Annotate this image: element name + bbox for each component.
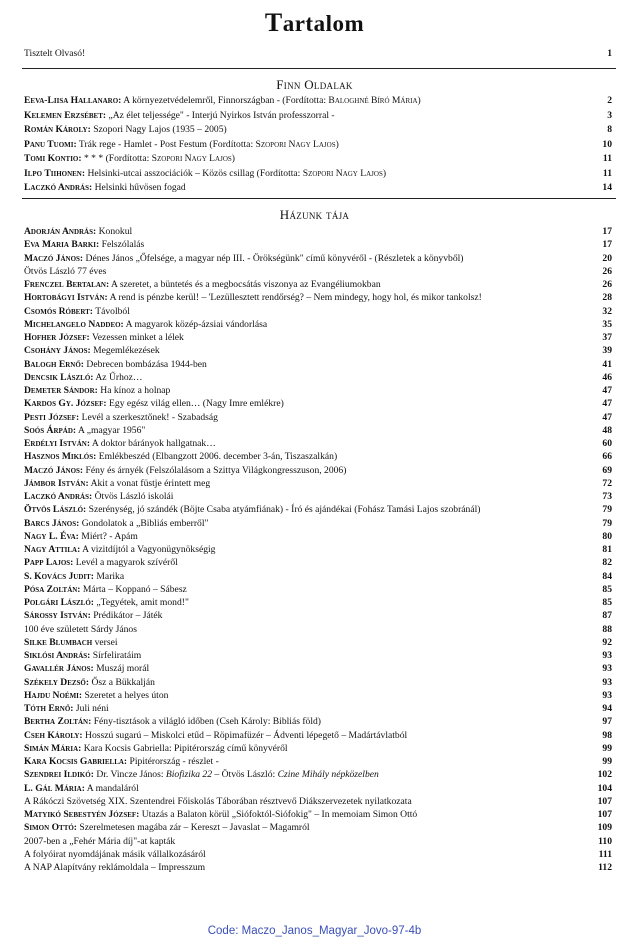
- toc-entry-text: [24, 583, 580, 596]
- toc-entry-text: [24, 861, 580, 874]
- toc-author: Papp Lajos:: [24, 557, 74, 569]
- toc-title: Sírfeliratáim: [92, 650, 142, 661]
- toc-entry-text: [24, 265, 580, 278]
- toc-translator: Szopori Nagy Lajos: [302, 167, 383, 179]
- toc-author: Székely Dezső:: [24, 676, 90, 688]
- toc-entry: [24, 768, 612, 781]
- toc-entry-text: [24, 437, 580, 450]
- toc-page-number: 93: [602, 689, 612, 701]
- toc-author: Panu Tuomi:: [24, 138, 77, 150]
- toc-title: Szopori Nagy Lajos (1935 – 2005): [93, 124, 227, 135]
- toc-page-number: 2: [607, 95, 612, 106]
- toc-page-number: 93: [602, 663, 612, 675]
- toc-entry: [24, 94, 612, 107]
- toc-entry: [24, 530, 612, 543]
- toc-entry: [24, 477, 612, 490]
- toc-entry: [24, 662, 612, 675]
- toc-title: Dénes János „Őfelsége, a magyar nép III. - Örökségünk" című könyvéről - (Részletek a könyvből): [85, 252, 464, 264]
- toc-author: Balogh Ernő:: [24, 358, 85, 370]
- toc-page-number: 79: [602, 504, 612, 516]
- toc-author: Adorján András:: [24, 226, 97, 237]
- toc-title: Prédikátor – Játék: [93, 610, 163, 622]
- toc-title-tail: ): [335, 138, 339, 150]
- toc-title: Utazás a Balaton körül „Siófoktól-Siófokig" – In memoiam Simon Ottó: [141, 809, 418, 820]
- toc-author: Barcs János:: [24, 517, 80, 529]
- toc-page-number: 109: [597, 822, 612, 834]
- toc-title: Felszólalás: [101, 239, 145, 251]
- toc-entry: [24, 729, 612, 742]
- divider-finn: [22, 68, 616, 69]
- toc-entry: [24, 437, 612, 450]
- toc-title: Trák rege - Hamlet - Post Festum (Fordította:: [78, 138, 256, 150]
- toc-title-tail: ): [231, 153, 235, 164]
- toc-page-number: 111: [598, 848, 612, 860]
- toc-entry-text: [24, 464, 580, 477]
- toc-title: „Az élet teljessége" - Interjú Nyirkos István professzorral -: [108, 109, 335, 121]
- toc-title: Ha kínoz a holnap: [100, 385, 171, 396]
- toc-entry-text: [24, 123, 580, 136]
- toc-author: Kelemen Erzsébet:: [24, 109, 107, 121]
- divider-hazunk: [22, 198, 616, 199]
- toc-entry: [24, 543, 612, 556]
- toc-entry-text: [24, 278, 580, 291]
- toc-entry-text: [24, 596, 580, 609]
- toc-entry: [24, 424, 612, 437]
- toc-page-number: 97: [602, 716, 612, 728]
- toc-entry: [24, 609, 612, 622]
- toc-entry: [24, 570, 612, 583]
- toc-entry: [24, 278, 612, 291]
- toc-title: A folyóirat nyomdájának másik vállalkozásáról: [24, 848, 206, 860]
- toc-page-number: 92: [602, 636, 612, 648]
- toc-entry-text: [24, 662, 580, 675]
- toc-title: Dr. Vincze János:: [96, 769, 166, 781]
- toc-author: Hajdu Noémi:: [24, 689, 83, 701]
- toc-entry: [24, 503, 612, 516]
- toc-page-number: 79: [602, 517, 612, 529]
- toc-title: Akit a vonat füstje érintett meg: [90, 477, 211, 489]
- toc-entry: [24, 384, 612, 397]
- toc-entry-text: [24, 649, 580, 662]
- toc-entry-text: [24, 689, 580, 702]
- toc-entry-text: [24, 411, 580, 424]
- toc-entry: [24, 556, 612, 569]
- toc-page-number: 102: [597, 769, 612, 781]
- toc-page-number: 81: [602, 544, 612, 555]
- toc-entry-text: [24, 742, 580, 755]
- toc-entry-text: [24, 397, 580, 410]
- toc-page-number: 41: [602, 358, 612, 370]
- toc-entry-text: [24, 715, 580, 728]
- toc-title-tail: ): [382, 167, 387, 179]
- toc-entry: [24, 152, 612, 165]
- toc-entry-text: [24, 729, 580, 742]
- toc-title: Gondolatok a „Bibliás emberről": [81, 517, 209, 529]
- toc-page-number: 26: [602, 265, 612, 277]
- toc-entry-text: [24, 530, 580, 543]
- toc-page-number: 48: [602, 424, 612, 436]
- toc-page-number: 39: [602, 345, 612, 357]
- toc-page-number: 104: [597, 782, 612, 794]
- toc-title: Szerénység, jó szándék (Böjte Csaba atyámfiának) - Író és ajándékai (Fohász Tamási Lajos szobránál): [88, 504, 481, 516]
- toc-page-number: 69: [602, 464, 612, 476]
- toc-author: Siklósi András:: [24, 650, 91, 661]
- toc-author: Jámbor István:: [24, 477, 89, 489]
- toc-entry-text: [24, 152, 580, 165]
- toc-author: Tóth Ernő:: [24, 703, 74, 714]
- toc-entry: [24, 596, 612, 609]
- toc-author: Bertha Zoltán:: [24, 716, 92, 728]
- toc-author: L. Gál Mária:: [24, 782, 85, 794]
- section-heading-finn: Finn Oldalak: [276, 77, 353, 92]
- toc-author: Dencsik László:: [24, 371, 94, 383]
- toc-author: Hasznos Miklós:: [24, 451, 97, 463]
- toc-entry: [24, 517, 612, 530]
- toc-author: Maczó János:: [24, 464, 84, 476]
- toc-entry: [24, 623, 612, 636]
- toc-author: Ötvös László:: [24, 504, 87, 516]
- toc-entry-text: [24, 318, 580, 331]
- toc-title: versei: [94, 636, 118, 648]
- toc-page-number: 14: [602, 182, 612, 193]
- toc-page-number: 72: [602, 477, 612, 489]
- toc-title-mid: – Ötvös László:: [212, 769, 278, 781]
- toc-author: Pósa Zoltán:: [24, 583, 81, 595]
- toc-entry: [24, 808, 612, 821]
- toc-entry: [24, 702, 612, 715]
- toc-author: Demeter Sándor:: [24, 385, 98, 396]
- toc-entry-text: [24, 543, 580, 556]
- toc-entry: [24, 450, 612, 463]
- toc-title: Levél a szerkesztőnek! - Szabadság: [81, 411, 218, 423]
- toc-page-number: 47: [602, 411, 612, 423]
- toc-page-number: 98: [602, 729, 612, 741]
- toc-entry-text: [24, 450, 580, 463]
- toc-page-number: 93: [602, 650, 612, 661]
- toc-page-number: 11: [602, 153, 612, 164]
- toc-page-number: 93: [602, 676, 612, 688]
- toc-entry-text: [24, 252, 580, 265]
- toc-title: A rend is pénzbe kerül! – 'Lezüllesztett rendőrség? – Nem mindegy, hogy hol, és mikor tankolsz!: [109, 292, 482, 304]
- toc-entry: [24, 265, 612, 278]
- toc-title: Az Űrhoz…: [95, 371, 143, 383]
- toc-entry-text: [24, 109, 580, 122]
- toc-title: Ötvös László 77 éves: [24, 265, 107, 277]
- toc-title: Fény-tisztások a világló időben (Cseh Károly: Bibliás föld): [93, 716, 321, 728]
- toc-title: Egy egész világ ellen… (Nagy Imre emlékre): [109, 398, 284, 410]
- toc-entry: [24, 123, 612, 136]
- toc-page-number: 8: [607, 124, 612, 135]
- toc-title: A mandaláról: [86, 782, 139, 794]
- section-heading-hazunk: Házunk tája: [279, 207, 350, 222]
- toc-entry-text: [24, 517, 580, 530]
- toc-translator: Szopori Nagy Lajos: [255, 138, 336, 150]
- toc-entry-text: [24, 848, 580, 861]
- toc-entry-text: [24, 835, 580, 848]
- toc-title: A vizitdíjtól a Vagyonügynökségig: [82, 544, 216, 555]
- toc-page-number: 94: [602, 703, 612, 714]
- toc-entry-text: [24, 238, 580, 251]
- toc-author: Matyikó Sebestyén József:: [24, 809, 140, 820]
- toc-author: Kardos Gy. József:: [24, 398, 107, 410]
- toc-entry: [24, 291, 612, 304]
- toc-page-number: 84: [602, 570, 612, 582]
- intro-page: 1: [607, 48, 612, 59]
- toc-title: A Rákóczi Szövetség XIX. Szentendrei Főiskolás Táborában résztvevő Diákszervezetek nyilatkozata: [24, 795, 412, 807]
- toc-page-number: 66: [602, 451, 612, 463]
- toc-author: Frenczel Bertalan:: [24, 279, 110, 290]
- toc-translator: Baloghné Bíró Mária: [328, 95, 418, 106]
- toc-page-number: 11: [602, 167, 612, 179]
- toc-book-title: Biofizika 22: [165, 769, 213, 781]
- toc-entry: [24, 821, 612, 834]
- toc-author: Polgári László:: [24, 597, 94, 608]
- toc-entry: [24, 636, 612, 649]
- toc-title: Miért? - Apám: [81, 530, 138, 542]
- toc-title: Távolból: [95, 305, 130, 317]
- toc-author: Laczkó András:: [24, 491, 93, 502]
- toc-author: Laczkó András:: [24, 182, 93, 193]
- toc-entry-text: [24, 291, 580, 304]
- toc-page-number: 82: [602, 557, 612, 569]
- toc-page-number: 88: [602, 623, 612, 635]
- toc-title: Marika: [96, 570, 125, 582]
- toc-page-number: 110: [598, 835, 612, 847]
- toc-entry: [24, 411, 612, 424]
- toc-entry: [24, 397, 612, 410]
- toc-author: Gavallér János:: [24, 663, 94, 675]
- toc-entry: [24, 755, 612, 768]
- toc-author: Csohány János:: [24, 345, 91, 357]
- toc-entry: [24, 583, 612, 596]
- toc-title: Emlékbeszéd (Elbangzott 2006. december 3-án, Tiszaszalkán): [98, 451, 338, 463]
- toc-author: Tomi Kontio:: [24, 153, 82, 164]
- toc-author: Csomós Róbert:: [24, 305, 93, 317]
- toc-page-number: 20: [602, 252, 612, 264]
- toc-author: Nagy L. Éva:: [24, 530, 79, 542]
- toc-author: Simon Ottó:: [24, 822, 78, 834]
- toc-title: Pipitérország - részlet -: [129, 756, 219, 767]
- toc-title: Hosszú sugarú – Miskolci etűd – Röpimafüzér – Ádventi lépegető – Madártávlatból: [85, 729, 408, 741]
- toc-entry-text: [24, 795, 580, 808]
- toc-author: Hortobágyi István:: [24, 292, 108, 304]
- toc-author: Nagy Attila:: [24, 544, 81, 555]
- toc-entry: [24, 689, 612, 702]
- toc-title: * * * (Fordította:: [83, 153, 152, 164]
- code-label: Code: Maczo_Janos_Magyar_Jovo-97-4b: [207, 925, 422, 937]
- toc-author: Kara Kocsis Gabriella:: [24, 756, 128, 767]
- toc-page-number: 17: [602, 226, 612, 237]
- toc-entry-text: [24, 623, 580, 636]
- toc-entry: [24, 109, 612, 122]
- toc-entry: [24, 305, 612, 318]
- toc-page-number: 87: [602, 610, 612, 622]
- toc-entry-text: [24, 503, 580, 516]
- toc-title: Juli néni: [75, 703, 109, 714]
- toc-page-number: 85: [602, 597, 612, 608]
- toc-page-number: 73: [602, 491, 612, 502]
- toc-title: „Tegyétek, amit mond!": [96, 597, 189, 608]
- toc-title: Megemlékezések: [93, 345, 160, 357]
- toc-entry: [24, 649, 612, 662]
- toc-page-number: 99: [602, 742, 612, 754]
- toc-entry-text: [24, 424, 580, 437]
- toc-page-number: 47: [602, 385, 612, 396]
- intro-title: Tisztelt Olvasó!: [24, 48, 86, 59]
- toc-entry-text: [24, 676, 580, 689]
- toc-entry: [24, 715, 612, 728]
- toc-entry: [24, 676, 612, 689]
- toc-title: Vezessen minket a lélek: [91, 332, 184, 343]
- toc-author: Cseh Károly:: [24, 729, 83, 741]
- toc-title: A „magyar 1956": [77, 424, 146, 436]
- toc-entry: [24, 318, 612, 331]
- toc-entry-text: [24, 167, 580, 180]
- toc-author: Román Károly:: [24, 124, 91, 135]
- toc-title: A környezetvédelemről, Finnországban - (Fordította:: [123, 95, 329, 106]
- intro-row: [24, 47, 612, 60]
- toc-author: Erdélyi István:: [24, 438, 91, 449]
- toc-entry: [24, 238, 612, 251]
- toc-entry: [24, 848, 612, 861]
- toc-author: Simán Mária:: [24, 742, 82, 754]
- toc-entry-text: [24, 344, 580, 357]
- toc-title: Konokul: [98, 226, 133, 237]
- toc-title: Helsinki hűvösen fogad: [94, 182, 186, 193]
- toc-title: 2007-ben a „Fehér Mária díj"-at kapták: [24, 835, 176, 847]
- toc-title: Helsinki-utcai asszociációk – Közös csillag (Fordította:: [87, 167, 303, 179]
- toc-entry: [24, 138, 612, 151]
- toc-title: Ötvös László iskolái: [94, 491, 174, 502]
- toc-entry: [24, 371, 612, 384]
- toc-entry-text: [24, 490, 580, 503]
- toc-page-number: 3: [607, 109, 612, 121]
- toc-entry: [24, 344, 612, 357]
- toc-entry: [24, 331, 612, 344]
- toc-title: Debrecen bombázása 1944-ben: [86, 358, 207, 370]
- toc-page-number: 80: [602, 530, 612, 542]
- toc-title: A doktor bárányok hallgatnak…: [91, 438, 216, 449]
- toc-author: Ilpo Tiihonen:: [24, 167, 86, 179]
- toc-entry-text: [24, 94, 580, 107]
- toc-author: Michelangelo Naddeo:: [24, 318, 124, 330]
- toc-title: 100 éve született Sárdy János: [24, 623, 137, 635]
- toc-entry: [24, 181, 612, 194]
- toc-page-number: 26: [602, 279, 612, 290]
- toc-entry: [24, 464, 612, 477]
- toc-entry-text: [24, 305, 580, 318]
- toc-entry: [24, 167, 612, 180]
- toc-page-number: 112: [598, 862, 612, 873]
- toc-author: Szendrei Ildikó:: [24, 769, 94, 781]
- toc-entry-text: [24, 570, 580, 583]
- toc-entry-text: [24, 755, 580, 768]
- toc-title: Márta – Koppanó – Sábesz: [82, 583, 187, 595]
- toc-title: A szeretet, a büntetés és a megbocsátás viszonya az Evangéliumokban: [111, 279, 381, 290]
- toc-page-number: 107: [597, 795, 612, 807]
- toc-entry-text: [24, 138, 580, 151]
- toc-page-number: 47: [602, 398, 612, 410]
- toc-entry-text: [24, 358, 580, 371]
- toc-entry-text: [24, 181, 580, 194]
- toc-title: Levél a magyarok szívéről: [75, 557, 178, 569]
- page-title: Tartalom: [264, 8, 365, 37]
- toc-entry-text: [24, 609, 580, 622]
- toc-title-tail: ): [417, 95, 421, 106]
- toc-page-number: 37: [602, 332, 612, 343]
- toc-page-number: 85: [602, 583, 612, 595]
- toc-page-number: 35: [602, 318, 612, 330]
- toc-entry: [24, 782, 612, 795]
- toc-entry-text: [24, 477, 580, 490]
- toc-title: A NAP Alapítvány reklámoldala – Impresszum: [24, 862, 206, 873]
- toc-author: Pesti József:: [24, 411, 80, 423]
- toc-entry-text: [24, 636, 580, 649]
- toc-entry: [24, 742, 612, 755]
- toc-page-number: 99: [602, 756, 612, 767]
- toc-author: Eeva-Liisa Hallanaro:: [24, 95, 122, 106]
- toc-author: Sárossy István:: [24, 610, 91, 622]
- toc-entry-text: [24, 384, 580, 397]
- toc-page-number: 107: [597, 809, 612, 820]
- toc-title: Szeretet a helyes úton: [84, 689, 169, 701]
- toc-title: Muszáj morál: [96, 663, 150, 675]
- toc-entry: [24, 252, 612, 265]
- toc-page-number: 46: [602, 371, 612, 383]
- toc-entry-text: [24, 371, 580, 384]
- toc-entry: [24, 835, 612, 848]
- toc-entry-text: [24, 768, 580, 781]
- toc-entry: [24, 225, 612, 238]
- toc-entry: [24, 490, 612, 503]
- toc-entry-text: [24, 782, 580, 795]
- toc-author: Soós Árpád:: [24, 424, 77, 436]
- toc-title: Ősz a Bükkalján: [91, 676, 155, 688]
- toc-entry: [24, 358, 612, 371]
- toc-author: Maczó János:: [24, 252, 84, 264]
- toc-entry: [24, 795, 612, 808]
- toc-page-number: 60: [602, 438, 612, 449]
- toc-author: Hofher József:: [24, 332, 90, 343]
- toc-page-number: 32: [602, 305, 612, 317]
- toc-title: Fény és árnyék (Felszólalásom a Szittya Világkongresszuson, 2006): [85, 464, 347, 476]
- toc-entry-text: [24, 331, 580, 344]
- toc-author: S. Kovács Judit:: [24, 570, 94, 582]
- toc-entry-text: [24, 556, 580, 569]
- toc-entry: [24, 861, 612, 874]
- toc-page-number: 10: [602, 138, 612, 150]
- toc-entry-text: [24, 808, 580, 821]
- toc-title: A magyarok közép-ázsiai vándorlása: [125, 318, 268, 330]
- toc-book-title: Czine Mihály népközelben: [277, 769, 379, 781]
- toc-translator: Szopori Nagy Lajos: [151, 153, 232, 164]
- toc-entry-text: [24, 821, 580, 834]
- toc-author: Silke Blumbach: [24, 636, 93, 648]
- toc-author: Eva Maria Barki:: [24, 239, 100, 251]
- toc-page-number: 28: [602, 292, 612, 304]
- toc-entry-text: [24, 225, 580, 238]
- toc-page-number: 17: [602, 239, 612, 251]
- toc-title: Kara Kocsis Gabriella: Pipitérország című könyvéről: [83, 742, 288, 754]
- toc-entry-text: [24, 702, 580, 715]
- toc-title: Szerelmetesen magába zár – Kereszt – Javaslat – Magamról: [79, 822, 310, 834]
